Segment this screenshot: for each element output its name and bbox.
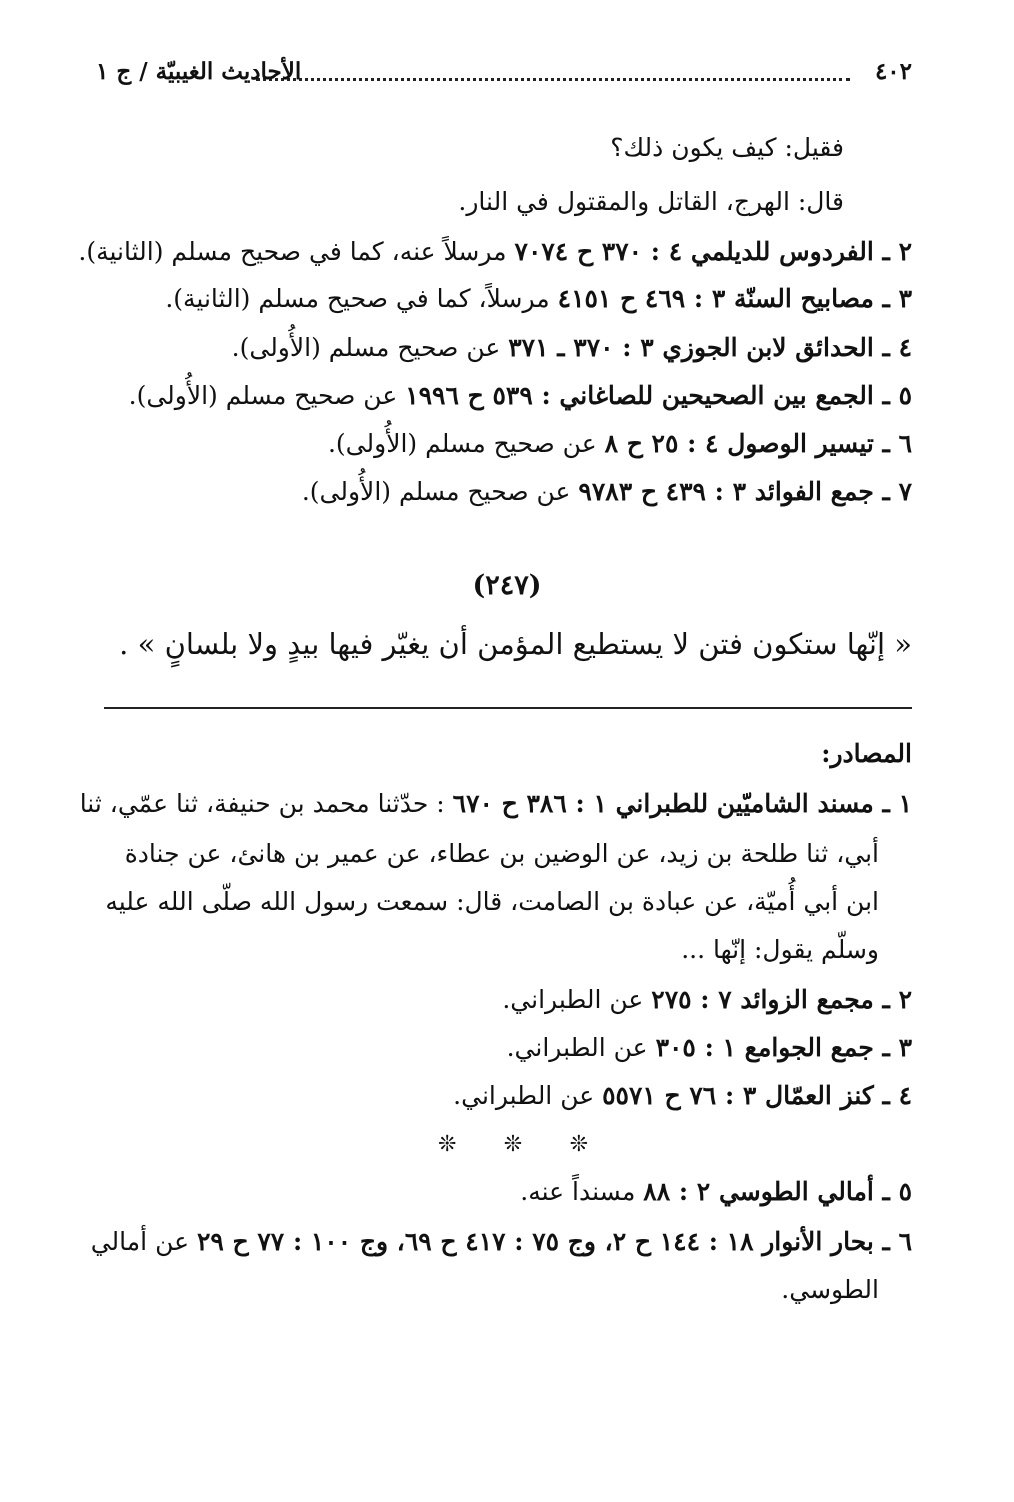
source-item [520, 1172, 912, 1212]
source-item [165, 279, 912, 319]
source-note: عن أمالي [90, 1227, 197, 1256]
source-note: عن صحيح مسلم (الأُولى). [128, 381, 406, 410]
hadith-text: « إنّها ستكون فتن لا يستطيع المؤمن أن يغيّر فيها بيدٍ ولا بلسانٍ » . [119, 627, 912, 661]
source-continuation: الطوسي. [781, 1275, 879, 1304]
source-ref: ٤ ـ كنز العمّال ٣ : ٧٦ ح ٥٥٧١ [602, 1081, 912, 1110]
page-number: ٤٠٢ [874, 58, 912, 85]
source-item [80, 784, 912, 824]
source-ref: ٦ ـ تيسير الوصول ٤ : ٢٥ ح ٨ [604, 429, 912, 458]
asterism-icon: ❊ [569, 1132, 588, 1157]
source-ref: ٦ ـ بحار الأنوار ١٨ : ١٤٤ ح ٢، وج ٧٥ : ٤١٧ ح ٦٩، وج ١٠٠ : ٧٧ ح ٢٩ [196, 1227, 912, 1256]
source-note: مرسلاً عنه، كما في صحيح مسلم (الثانية). [78, 237, 515, 266]
dialogue-line: فقيل: كيف يكون ذلك؟ [610, 133, 844, 162]
source-ref: ٤ ـ الحدائق لابن الجوزي ٣ : ٣٧٠ ـ ٣٧١ [508, 333, 912, 362]
source-item [302, 472, 912, 512]
header-leader-dots [256, 78, 850, 81]
source-ref: ٣ ـ جمع الجوامع ١ : ٣٠٥ [655, 1033, 912, 1062]
source-item [129, 376, 912, 416]
sources-heading: المصادر: [821, 739, 912, 768]
source-item [453, 1076, 912, 1116]
divider-rule [104, 707, 912, 709]
section-separator [438, 1125, 588, 1165]
source-note: عن صحيح مسلم (الأُولى). [327, 429, 605, 458]
source-note: : حدّثنا محمد بن حنيفة، ثنا عمّي، ثنا [79, 789, 453, 818]
source-note: عن صحيح مسلم (الأُولى). [301, 477, 579, 506]
running-header [96, 52, 912, 92]
header-title: الأحاديث الغيبيّة / ج ١ [96, 58, 302, 85]
source-item [502, 980, 912, 1020]
source-ref: ٥ ـ أمالي الطوسي ٢ : ٨٨ [643, 1177, 912, 1206]
source-ref: ٥ ـ الجمع بين الصحيحين للصاغاني : ٥٣٩ ح ١٩٩٦ [405, 381, 912, 410]
source-ref: ٢ ـ الفردوس للديلمي ٤ : ٣٧٠ ح ٧٠٧٤ [514, 237, 912, 266]
source-note: عن الطبراني. [506, 1033, 656, 1062]
source-continuation: ابن أبي أُميّة، عن عبادة بن الصامت، قال: سمعت رسول الله صلّى الله عليه [105, 887, 879, 916]
source-note: مسنداً عنه. [520, 1177, 644, 1206]
source-note: عن الطبراني. [502, 985, 652, 1014]
source-note: مرسلاً، كما في صحيح مسلم (الثانية). [165, 284, 558, 313]
source-item [78, 232, 912, 272]
source-item [232, 328, 912, 368]
source-continuation: وسلّم يقول: إنّها ... [681, 935, 879, 964]
source-note: عن الطبراني. [453, 1081, 603, 1110]
hadith-number: (٢٤٧) [472, 570, 542, 601]
dialogue-line: قال: الهرج، القاتل والمقتول في النار. [458, 187, 844, 216]
asterism-icon: ❊ [503, 1132, 523, 1157]
source-note: عن صحيح مسلم (الأُولى). [231, 333, 509, 362]
source-ref: ١ ـ مسند الشاميّين للطبراني ١ : ٣٨٦ ح ٦٧٠ [452, 789, 912, 818]
source-item [507, 1028, 912, 1068]
source-item [328, 424, 912, 464]
asterism-icon: ❊ [438, 1132, 457, 1157]
source-ref: ٧ ـ جمع الفوائد ٣ : ٤٣٩ ح ٩٧٨٣ [578, 477, 912, 506]
source-ref: ٣ ـ مصابيح السنّة ٣ : ٤٦٩ ح ٤١٥١ [557, 284, 912, 313]
source-item [91, 1222, 912, 1262]
source-ref: ٢ ـ مجمع الزوائد ٧ : ٢٧٥ [651, 985, 912, 1014]
source-continuation: أبي، ثنا طلحة بن زيد، عن الوضين بن عطاء، عن عمير بن هانئ، عن جنادة [124, 839, 879, 868]
